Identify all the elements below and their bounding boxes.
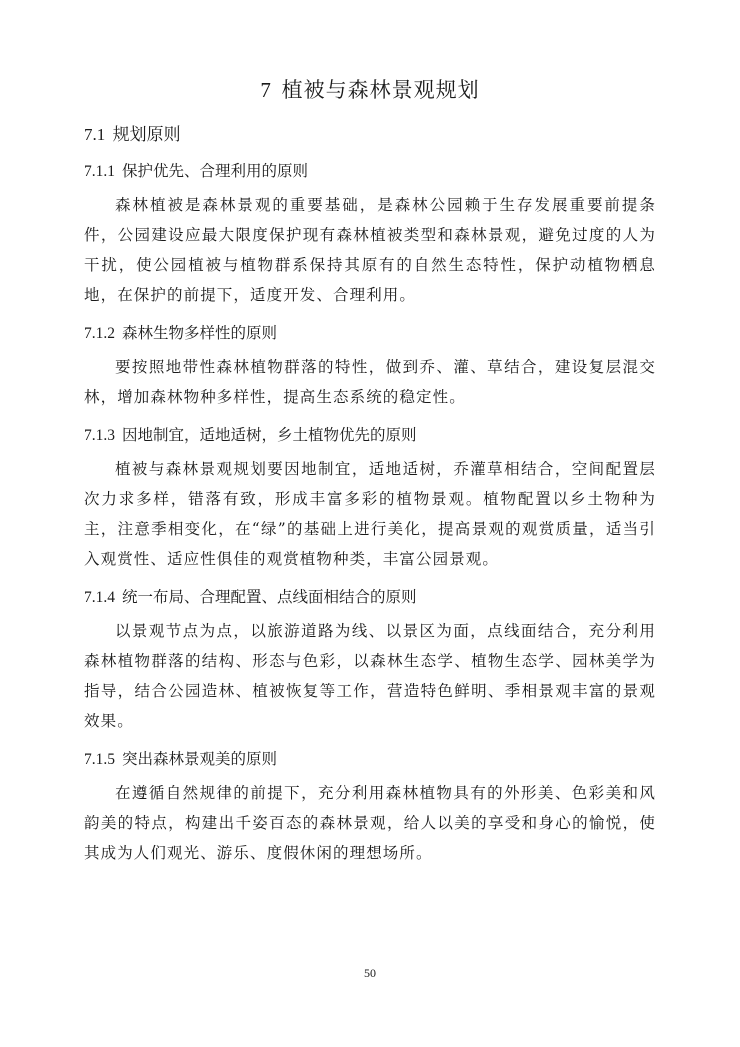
section-title: 规划原则: [112, 125, 181, 145]
page-number: 50: [364, 966, 376, 980]
subsection-7-1-1: [84, 158, 656, 310]
section-heading: [84, 122, 656, 148]
body-paragraph: 以景观节点为点，以旅游道路为线、以景区为面，点线面结合，充分利用森林植物群落的结构、形态与色彩，以森林生态学、植物生态学、园林美学为指导，结合公园造林、植被恢复等工作，营造特色鲜明、季相景观丰富的景观效果。: [84, 622, 656, 730]
subsection-title: 统一布局、合理配置、点线面相结合的原则: [121, 588, 417, 606]
subsection-number: 7.1.5: [84, 751, 115, 768]
subsection-7-1-2: [84, 320, 656, 412]
subsection-title: 森林生物多样性的原则: [121, 324, 277, 342]
subsection-heading: [84, 746, 656, 772]
chapter-title: 植被与森林景观规划: [281, 78, 480, 102]
subsection-number: 7.1.3: [84, 427, 115, 444]
subsection-heading: [84, 320, 656, 346]
body-paragraph: 植被与森林景观规划要因地制宜，适地适树，乔灌草相结合，空间配置层次力求多样，错落有致，形成丰富多彩的植物景观。植物配置以乡土物种为主，注意季相变化，在“绿”的基础上进行美化，提高景观的观赏质量，适当引入观赏性、适应性俱佳的观赏植物种类，丰富公园景观。: [84, 460, 656, 568]
subsection-heading: [84, 422, 656, 448]
body-paragraph: 要按照地带性森林植物群落的特性，做到乔、灌、草结合，建设复层混交林，增加森林物种多样性，提高生态系统的稳定性。: [84, 358, 656, 406]
subsection-title: 突出森林景观美的原则: [121, 750, 277, 768]
body-paragraph: 在遵循自然规律的前提下，充分利用森林植物具有的外形美、色彩美和风韵美的特点，构建出千姿百态的森林景观，给人以美的享受和身心的愉悦，使其成为人们观光、游乐、度假休闲的理想场所。: [84, 784, 656, 862]
chapter-number: 7: [260, 78, 272, 102]
subsection-number: 7.1.4: [84, 589, 115, 606]
chapter-heading: [84, 72, 656, 108]
subsection-heading: [84, 584, 656, 610]
subsection-7-1-4: [84, 584, 656, 736]
subsection-number: 7.1.2: [84, 325, 115, 342]
body-paragraph: 森林植被是森林景观的重要基础，是森林公园赖于生存发展重要前提条件，公园建设应最大限度保护现有森林植被类型和森林景观，避免过度的人为干扰，使公园植被与植物群系保持其原有的自然生态特性，保护动植物栖息地，在保护的前提下，适度开发、合理利用。: [84, 196, 656, 304]
subsection-title: 保护优先、合理利用的原则: [121, 162, 308, 180]
subsection-number: 7.1.1: [84, 163, 115, 180]
subsection-7-1-5: [84, 746, 656, 868]
subsection-title: 因地制宜，适地适树，乡土植物优先的原则: [121, 426, 417, 444]
section-number: 7.1: [84, 125, 106, 144]
subsection-heading: [84, 158, 656, 184]
subsection-7-1-3: [84, 422, 656, 574]
